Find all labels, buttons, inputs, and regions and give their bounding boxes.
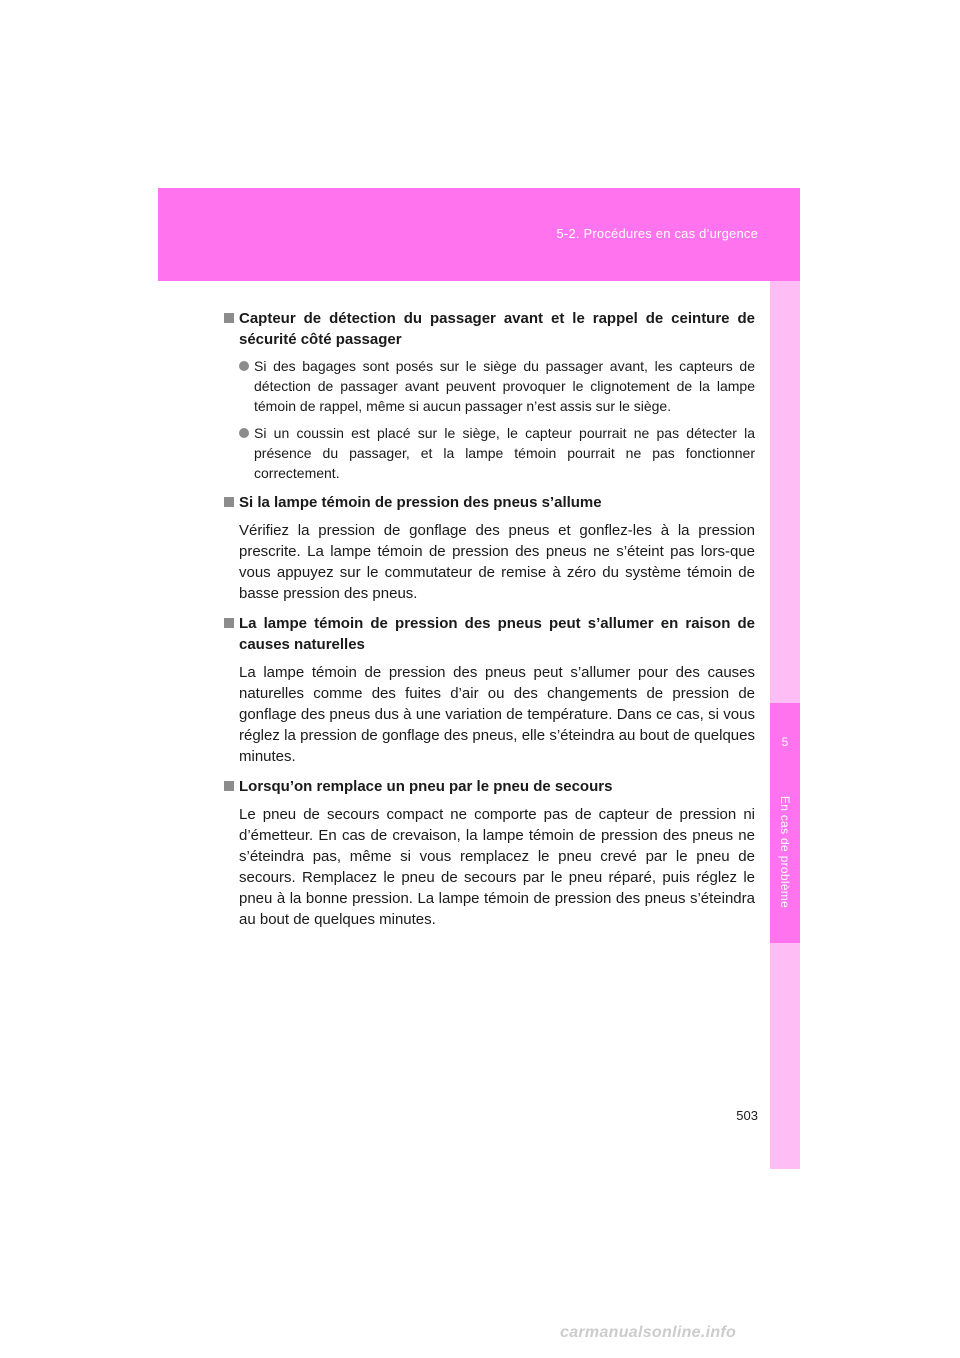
list-item — [239, 356, 755, 416]
chapter-title: En cas de problème — [778, 795, 792, 909]
section-heading — [222, 776, 755, 797]
list-item-text: Si des bagages sont posés sur le siège du passager avant, les capteurs de détection de passager avant peuvent provoquer le clignotement de la lampe témoin de rappel, même si aucun passager n’est assis sur le siège. — [254, 358, 755, 414]
section-body: Le pneu de secours compact ne comporte pas de capteur de pression ni d’émetteur. En cas de crevaison, la lampe témoin de pression des pneus ne s’éteindra pas, même si vous remplacez le pneu crevé par le pneu de secours. Remplacez le pneu de secours par le pneu réparé, puis réglez le pneu à la bonne pression. La lampe témoin de pression des pneus s’éteindra au bout de quelques minutes. — [239, 806, 755, 928]
section-body: Vérifiez la pression de gonflage des pneus et gonflez-les à la pression prescrite. La lampe témoin de pression des pneus ne s’éteint pas lors-que vous appuyez sur le commutateur de remise à zéro du système témoin de basse pression des pneus. — [239, 522, 755, 602]
section-natural-causes — [222, 613, 755, 767]
page-number: 503 — [736, 1108, 758, 1123]
section-heading-text: Capteur de détection du passager avant et le rappel de ceinture de sécurité côté passager — [239, 310, 755, 348]
section-heading — [222, 308, 755, 350]
section-heading — [222, 613, 755, 655]
section-title: 5-2. Procédures en cas d’urgence — [556, 226, 758, 241]
section-heading-text: Lorsqu’on remplace un pneu par le pneu de secours — [239, 778, 613, 795]
section-heading — [222, 492, 755, 513]
circle-bullet-icon — [239, 428, 249, 438]
watermark-logo: carmanualsonline.info — [560, 1324, 737, 1341]
circle-bullet-icon — [239, 361, 249, 371]
bullet-list — [222, 356, 755, 483]
list-item-text: Si un coussin est placé sur le siège, le capteur pourrait ne pas détecter la présence du passager, et la lampe témoin pourrait ne pas fonctionner correctement. — [254, 425, 755, 481]
section-body: La lampe témoin de pression des pneus peut s’allumer pour des causes naturelles comme des fuites d’air ou des changements de pression de gonflage des pneus dus à une variation de température. Dans ce cas, si vous réglez la pression de gonflage des pneus, elle s’éteindra au bout de quelques minutes. — [239, 664, 755, 765]
section-heading-text: La lampe témoin de pression des pneus peut s’allumer en raison de causes naturelles — [239, 615, 755, 653]
header-band — [158, 188, 800, 281]
square-bullet-icon — [224, 313, 234, 323]
section-tire-light-on — [222, 492, 755, 604]
main-content — [222, 308, 755, 939]
chapter-number: 5 — [781, 735, 789, 749]
section-spare-tire — [222, 776, 755, 930]
list-item — [239, 423, 755, 483]
square-bullet-icon — [224, 781, 234, 791]
section-heading-text: Si la lampe témoin de pression des pneus s’allume — [239, 494, 602, 511]
section-passenger-sensor — [222, 308, 755, 483]
square-bullet-icon — [224, 497, 234, 507]
square-bullet-icon — [224, 618, 234, 628]
